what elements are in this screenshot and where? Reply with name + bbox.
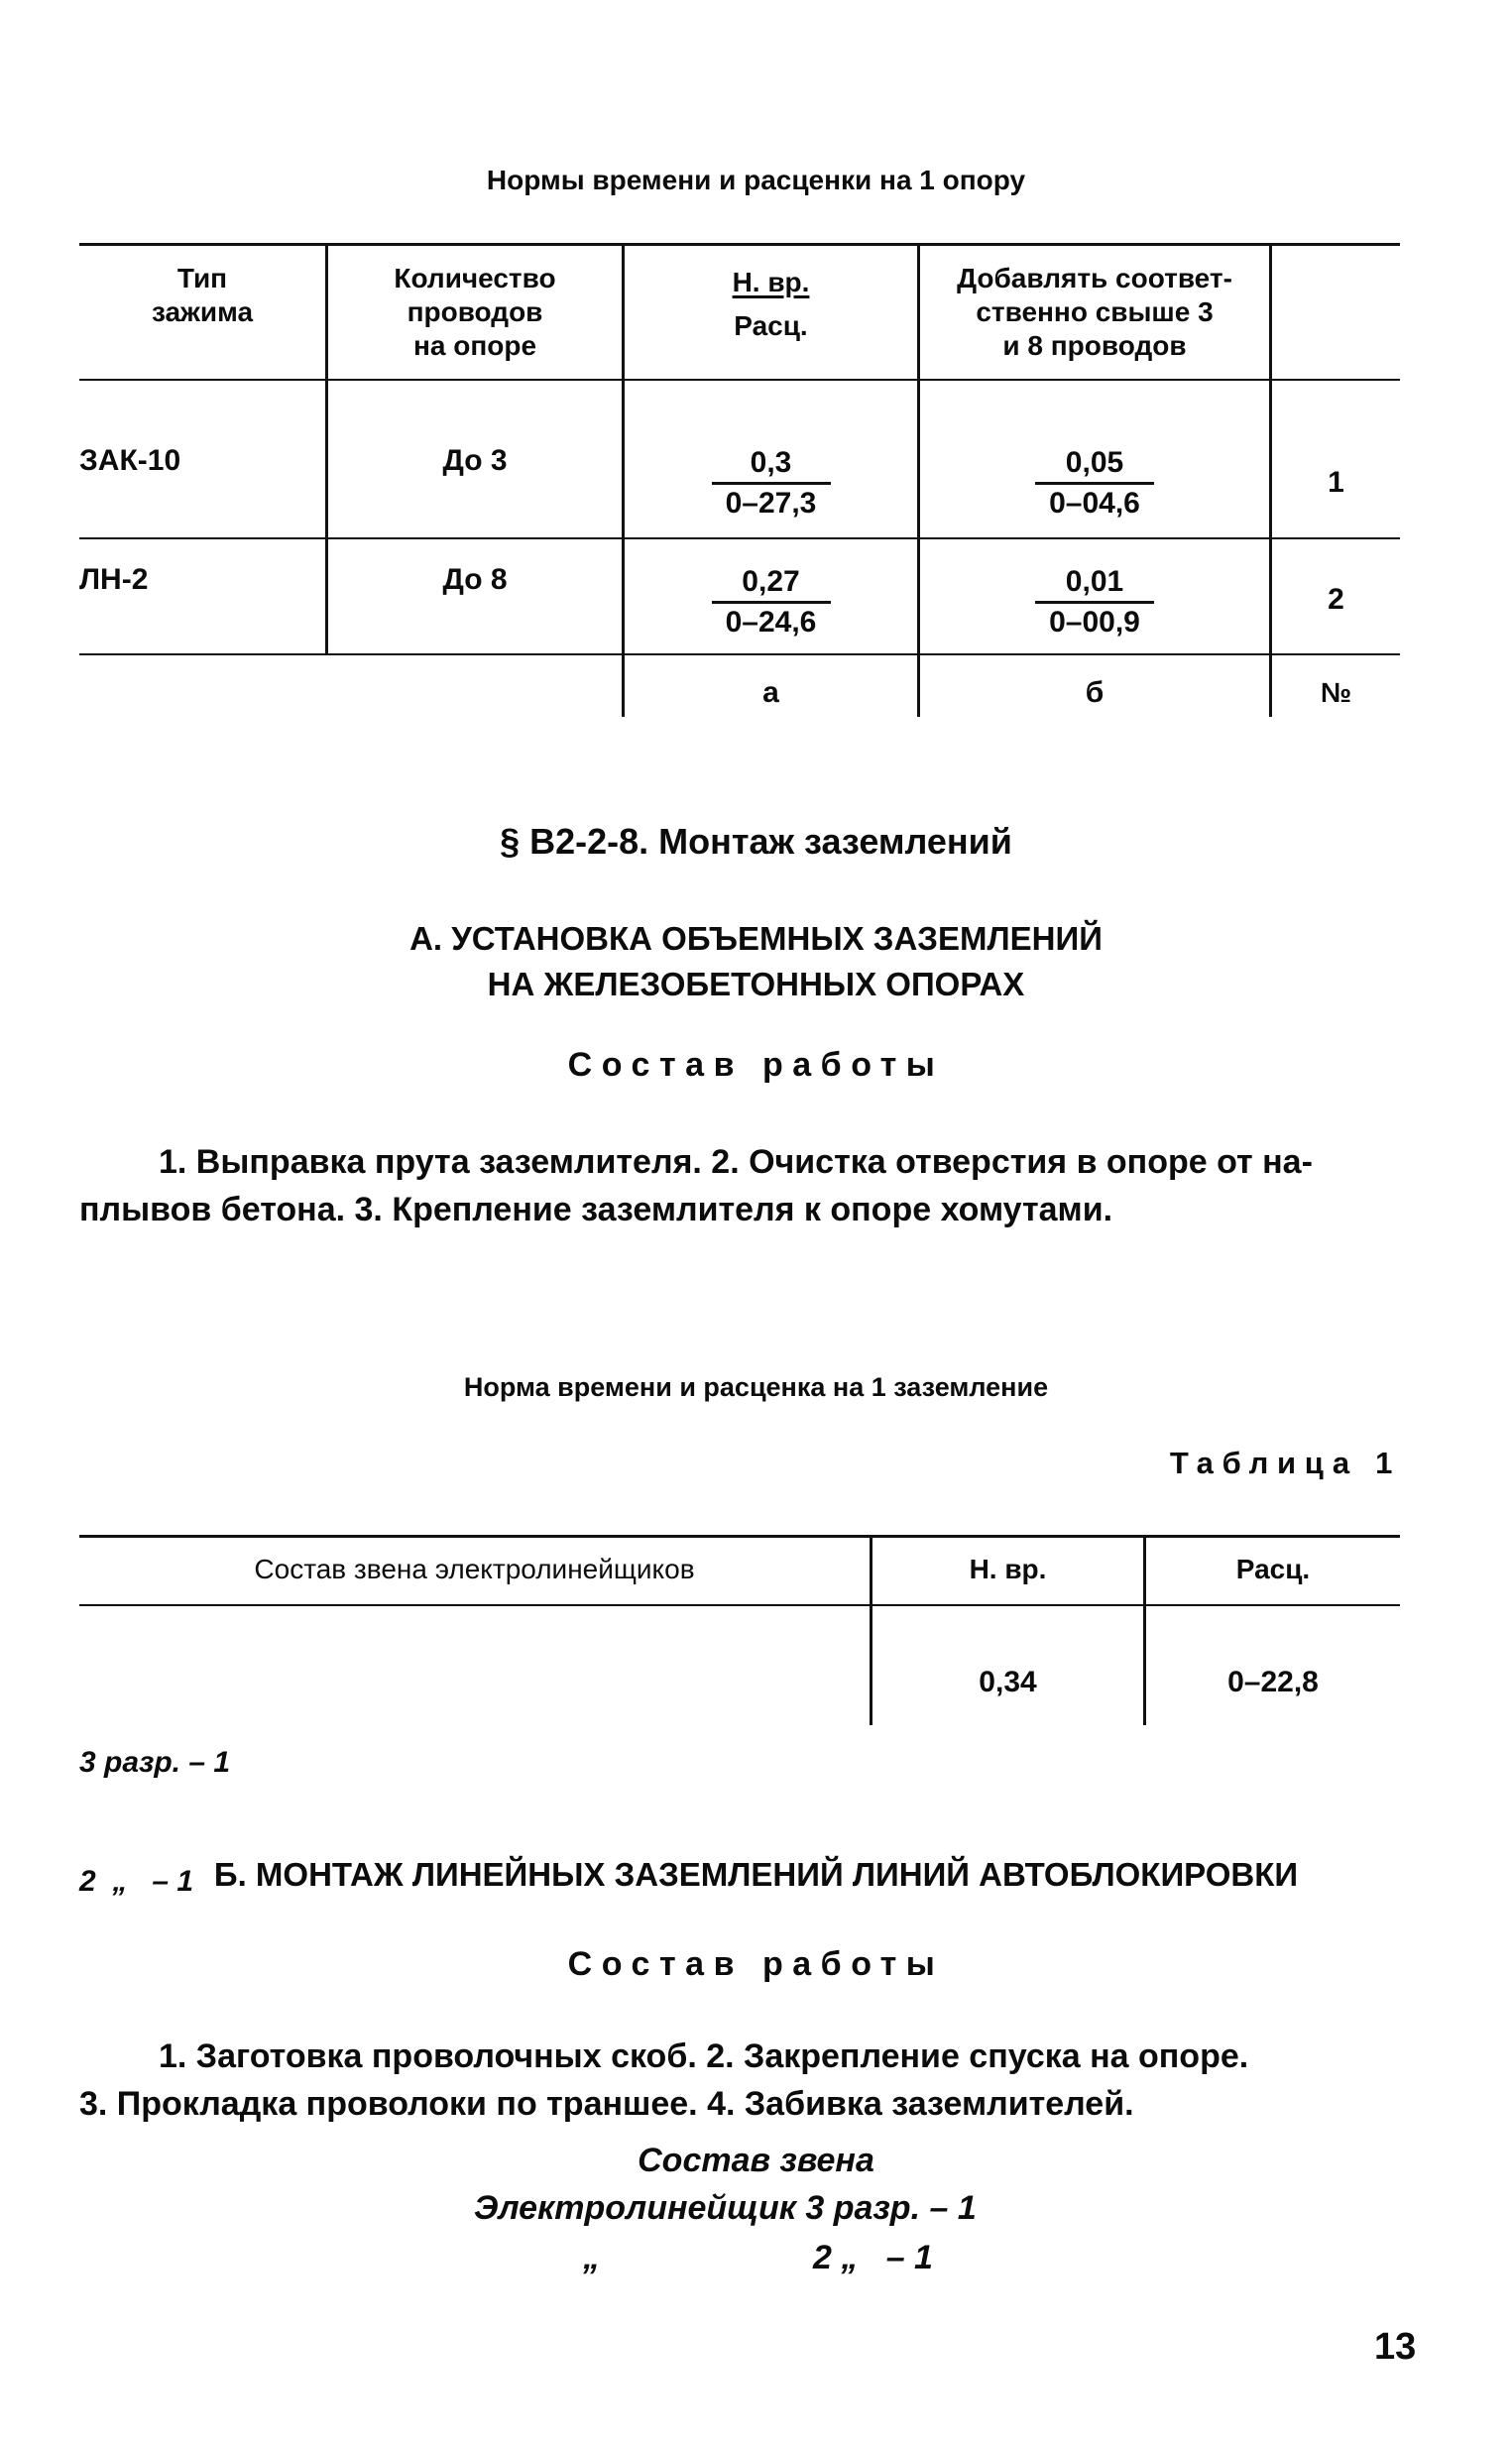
table2-crew-line1: 3 разр. – 1 — [79, 1746, 231, 1779]
table1-top-rule — [79, 243, 1400, 246]
section-title: § В2-2-8. Монтаж заземлений — [500, 821, 1012, 862]
table2-header-crew: Состав звена электролинейщиков — [254, 1554, 695, 1584]
work-text-b-line2: 3. Прокладка проволоки по траншее. 4. Забивка заземлителей. — [79, 2085, 1134, 2123]
header-wire-count-line3: на опоре — [412, 330, 537, 361]
row2-rasc: 0–24,6 — [712, 601, 831, 641]
table2-header-hvr: Н. вр. — [969, 1554, 1047, 1584]
table1-row-rule — [79, 537, 1400, 539]
work-heading-b: Состав работы — [567, 1945, 945, 1983]
footer-num: № — [1320, 677, 1352, 708]
table2-crew — [79, 1664, 230, 1941]
row2-type: ЛН-2 — [79, 563, 149, 596]
row2-hvr: 0,27 — [742, 565, 800, 598]
row1-add-rasc: 0–04,6 — [1035, 482, 1154, 523]
row1-add — [920, 444, 1269, 523]
header-wire-count — [328, 262, 622, 363]
crew-line2-ditto: „ — [583, 2239, 600, 2276]
table1-bottom-rule — [79, 653, 1400, 655]
work-heading-a: Состав работы — [567, 1046, 945, 1084]
row1-rasc: 0–27,3 — [712, 482, 831, 523]
subsection-a-title — [0, 916, 1512, 1007]
work-text-b — [79, 2033, 1408, 2128]
work-text-a-line1: 1. Выправка прута заземлителя. 2. Очистка отверстия в опоре от на- — [159, 1143, 1313, 1181]
header-clamp-type-line2: зажима — [151, 296, 254, 327]
row1-hvr: 0,3 — [750, 446, 792, 479]
header-add-line1: Добавлять соответ- — [957, 263, 1232, 293]
table1-caption: Нормы времени и расценки на 1 опору — [486, 165, 1026, 195]
footer-a: а — [762, 676, 779, 709]
header-add-line2: ственно свыше 3 — [976, 296, 1214, 327]
header-norm — [625, 264, 917, 345]
table2-header-rule — [79, 1604, 1400, 1606]
footer-b: б — [1085, 676, 1105, 709]
row1-norm — [625, 444, 917, 523]
row2-count: До 8 — [442, 563, 508, 596]
row2-num: 2 — [1328, 583, 1344, 616]
row1-add-hvr: 0,05 — [1065, 446, 1124, 479]
header-wire-count-line2: проводов — [407, 296, 543, 327]
row2-add-rasc: 0–00,9 — [1035, 601, 1154, 641]
subsection-a-line2: НА ЖЕЛЕЗОБЕТОННЫХ ОПОРАХ — [487, 966, 1025, 1002]
row1-type: ЗАК-10 — [79, 444, 181, 477]
row2-add — [920, 563, 1269, 641]
table2-label: Таблица 1 — [1169, 1446, 1401, 1480]
page-number: 13 — [1374, 2326, 1417, 2368]
header-clamp-type-line1: Тип — [176, 263, 228, 293]
header-add — [920, 262, 1269, 363]
header-wire-count-line1: Количество — [394, 263, 556, 293]
header-clamp-type — [79, 262, 325, 329]
work-text-a-line2: плывов бетона. 3. Крепление заземлителя к опоре хомутами. — [79, 1191, 1113, 1228]
section-b-title: Б. МОНТАЖ ЛИНЕЙНЫХ ЗАЗЕМЛЕНИЙ ЛИНИЙ АВТОБЛОКИРОВКИ — [213, 1856, 1299, 1893]
subsection-a-line1: А. УСТАНОВКА ОБЪЕМНЫХ ЗАЗЕМЛЕНИЙ — [409, 920, 1103, 957]
table2-crew-line2: 2 „ – 1 — [79, 1865, 194, 1898]
header-norm-top: Н. вр. — [732, 267, 810, 297]
table1-header-rule — [79, 379, 1400, 381]
table2-header-rasc: Расц. — [1235, 1554, 1311, 1584]
work-text-a — [79, 1138, 1408, 1233]
table2-caption: Норма времени и расценка на 1 заземление — [463, 1372, 1049, 1402]
table2-top-rule — [79, 1535, 1400, 1538]
header-norm-bottom: Расц. — [734, 310, 808, 341]
crew-line2: 2 „ – 1 — [813, 2239, 933, 2276]
crew-heading: Состав звена — [638, 2142, 874, 2179]
header-add-line3: и 8 проводов — [1002, 330, 1187, 361]
row1-count: До 3 — [442, 444, 508, 477]
table2-hvr: 0,34 — [979, 1666, 1037, 1698]
row2-norm — [625, 563, 917, 641]
table2-rasc: 0–22,8 — [1227, 1666, 1319, 1698]
crew-line1: Электролинейщик 3 разр. – 1 — [474, 2189, 977, 2227]
row1-num: 1 — [1328, 466, 1344, 499]
work-text-b-line1: 1. Заготовка проволочных скоб. 2. Закрепление спуска на опоре. — [159, 2037, 1249, 2075]
row2-add-hvr: 0,01 — [1065, 565, 1124, 598]
